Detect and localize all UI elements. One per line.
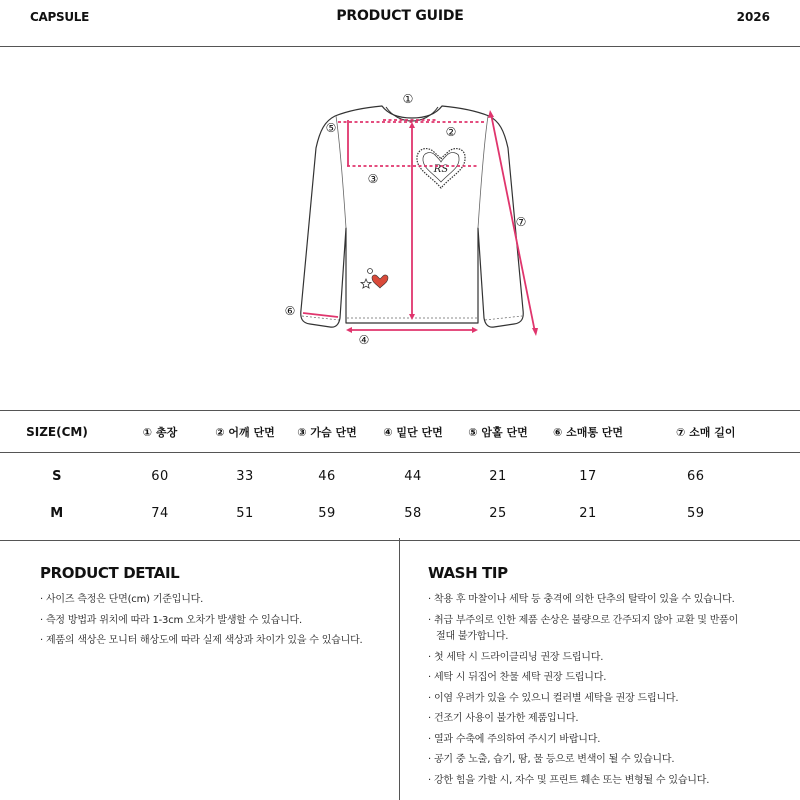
list-item: · 제품의 색상은 모니터 해상도에 따라 실제 색상과 차이가 있을 수 있습니다. [40, 635, 363, 646]
table-cell: 17 [579, 469, 597, 485]
list-item: · 착용 후 마찰이나 세탁 등 충격에 의한 단추의 탈락이 있을 수 있습니다. [428, 594, 735, 605]
table-cell-size: S [52, 469, 62, 485]
marker-2: ② [445, 125, 457, 139]
wash-tip-title: WASH TIP [428, 564, 508, 582]
table-cell: 44 [404, 469, 422, 485]
size-table [0, 410, 800, 541]
table-cell: 46 [318, 469, 336, 485]
table-cell: 58 [370, 495, 456, 541]
table-cell: 59 [284, 495, 370, 541]
list-item: · 첫 세탁 시 드라이클리닝 권장 드립니다. [428, 651, 604, 663]
product-detail-panel [40, 538, 390, 652]
table-row [0, 453, 800, 495]
table-cell: 21 [489, 469, 507, 485]
table-cell: 59 [636, 495, 800, 541]
garment-diagram [0, 48, 800, 410]
list-item: · 취급 부주의로 인한 제품 손상은 불량으로 간주되지 않아 교환 및 반품이 [428, 614, 739, 626]
year-label: 2026 [736, 10, 770, 24]
table-cell: 66 [687, 469, 705, 485]
list-item: · 세탁 시 뒤집어 찬물 세탁 권장 드립니다. [428, 672, 607, 683]
list-item: · 강한 힘을 가할 시, 자수 및 프린트 훼손 또는 변형될 수 있습니다. [428, 774, 710, 786]
list-item: 절대 불가합니다. [436, 630, 509, 642]
marker-4: ④ [358, 333, 370, 347]
list-item: · 사이즈 측정은 단면(cm) 기준입니다. [40, 594, 204, 605]
table-cell: 21 [540, 495, 636, 541]
list-item: · 측정 방법과 위치에 따라 1-3cm 오차가 발생할 수 있습니다. [40, 614, 302, 626]
size-table-header-row [0, 411, 800, 453]
page-header [0, 0, 800, 47]
table-cell: 60 [151, 469, 169, 485]
table-cell: 74 [114, 495, 206, 541]
table-cell: 25 [456, 495, 540, 541]
garment-illustration [0, 48, 800, 410]
table-header-total-length: ① 총장 [114, 411, 206, 453]
table-header-hem: ④ 밑단 단면 [370, 411, 456, 453]
table-header-armhole: ⑤ 암홀 단면 [456, 411, 540, 453]
table-header-shoulder: ② 어깨 단면 [206, 411, 284, 453]
list-item: · 열과 수축에 주의하여 주시기 바랍니다. [428, 733, 601, 745]
table-cell-size: M [0, 495, 114, 541]
table-header-chest: ③ 가슴 단면 [284, 411, 370, 453]
wash-tip-list [428, 590, 788, 791]
table-cell: 33 [236, 469, 254, 485]
page-title: PRODUCT GUIDE [336, 8, 464, 24]
marker-6: ⑥ [284, 304, 296, 318]
table-cell: 51 [206, 495, 284, 541]
product-detail-list [40, 590, 390, 652]
badge-text: RS [433, 164, 449, 175]
table-header-sleeve-length: ⑦ 소매 길이 [636, 411, 800, 453]
brand-label: CAPSULE [30, 10, 90, 24]
marker-3: ③ [367, 172, 379, 186]
product-detail-title: PRODUCT DETAIL [40, 564, 180, 582]
wash-tip-panel [428, 538, 788, 791]
marker-1: ① [402, 92, 414, 106]
list-item: · 공기 중 노출, 습기, 땀, 물 등으로 변색이 될 수 있습니다. [428, 754, 675, 765]
table-row [0, 495, 800, 541]
list-item: · 이염 우려가 있을 수 있으니 컬러별 세탁을 권장 드립니다. [428, 692, 679, 704]
list-item: · 건조기 사용이 불가한 제품입니다. [428, 713, 579, 724]
small-circle-decoration [368, 269, 373, 274]
table-header-sleeve-width: ⑥ 소매통 단면 [540, 411, 636, 453]
column-divider [399, 538, 400, 800]
marker-7: ⑦ [515, 215, 527, 229]
marker-5: ⑤ [325, 121, 337, 135]
info-section [0, 538, 800, 800]
table-header-size: SIZE(CM) [0, 411, 114, 453]
